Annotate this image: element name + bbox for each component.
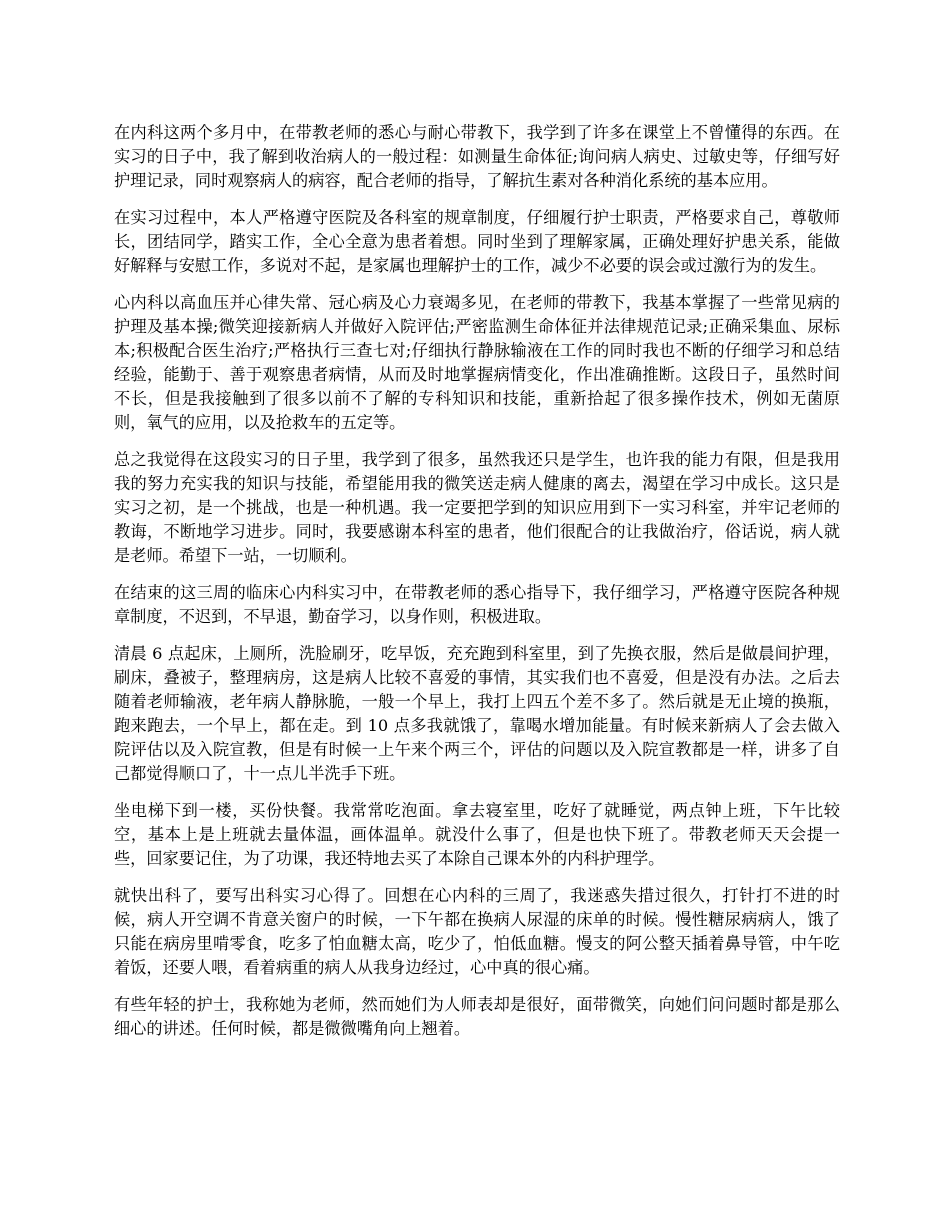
- paragraph-6: 清晨 6 点起床，上厕所，洗脸刷牙，吃早饭，充充跑到科室里，到了先换衣服，然后是做晨间护理，刷床，叠被子，整理病房，这是病人比较不喜爱的事情，其实我们也不喜爱，但是没有办法。之后去随着老师输液，老年病人静脉脆，一般一个早上，我打上四五个差不多了。然后就是无止境的换瓶，跑来跑去，一个早上，都在走。到 10 点多我就饿了，靠喝水增加能量。有时候来新病人了会去做入院评估以及入院宣教，但是有时候一上午来个两三个，评估的问题以及入院宣教都是一样，讲多了自己都觉得顺口了，十一点儿半洗手下班。: [114, 644, 840, 783]
- paragraph-1: 在内科这两个多月中，在带教老师的悉心与耐心带教下，我学到了许多在课堂上不曾懂得的东西。在实习的日子中，我了解到收治病人的一般过程：如测量生命体征;询问病人病史、过敏史等，仔细写好护理记录，同时观察病人的病容，配合老师的指导，了解抗生素对各种消化系统的基本应用。: [114, 123, 840, 190]
- paragraph-8: 就快出科了，要写出科实习心得了。回想在心内科的三周了，我迷惑失措过很久，打针打不进的时候，病人开空调不肯意关窗户的时候，一下午都在换病人尿湿的床单的时候。慢性糖尿病病人，饿了只能在病房里啃零食，吃多了怕血糖太高，吃少了，怕低血糖。慢支的阿公整天插着鼻导管，中午吃着饭，还要人喂，看着病重的病人从我身边经过，心中真的很心痛。: [114, 886, 840, 977]
- paragraph-4: 总之我觉得在这段实习的日子里，我学到了很多，虽然我还只是学生，也许我的能力有限，但是我用我的努力充实我的知识与技能，希望能用我的微笑送走病人健康的离去，渴望在学习中成长。这只是实习之初，是一个挑战，也是一种机遇。我一定要把学到的知识应用到下一实习科室，并牢记老师的教诲，不断地学习进步。同时，我要感谢本科室的患者，他们很配合的让我做治疗，俗话说，病人就是老师。希望下一站，一切顺利。: [114, 450, 840, 565]
- paragraph-9: 有些年轻的护士，我称她为老师，然而她们为人师表却是很好，面带微笑，向她们问问题时都是那么细心的讲述。任何时候，都是微微嘴角向上翘着。: [114, 995, 840, 1038]
- document-body: [114, 121, 840, 1054]
- paragraph-2: 在实习过程中，本人严格遵守医院及各科室的规章制度，仔细履行护士职责，严格要求自己，尊敬师长，团结同学，踏实工作，全心全意为患者着想。同时坐到了理解家属，正确处理好护患关系，能做好解释与安慰工作，多说对不起，是家属也理解护士的工作，减少不必要的误会或过激行为的发生。: [114, 208, 840, 275]
- paragraph-5: 在结束的这三周的临床心内科实习中，在带教老师的悉心指导下，我仔细学习，严格遵守医院各种规章制度，不迟到，不早退，勤奋学习，以身作则，积极进取。: [114, 583, 840, 626]
- paragraph-3: 心内科以高血压并心律失常、冠心病及心力衰竭多见，在老师的带教下，我基本掌握了一些常见病的护理及基本操;微笑迎接新病人并做好入院评估;严密监测生命体征并法律规范记录;正确采集血、尿标本;积极配合医生治疗;严格执行三查七对;仔细执行静脉输液在工作的同时我也不断的仔细学习和总结经验，能勤于、善于观察患者病情，从而及时地掌握病情变化，作出准确推断。这段日子，虽然时间不长，但是我接触到了很多以前不了解的专科知识和技能，重新拾起了很多操作技术，例如无菌原则，氧气的应用，以及抢救车的五定等。: [114, 293, 840, 432]
- paragraph-7: 坐电梯下到一楼，买份快餐。我常常吃泡面。拿去寝室里，吃好了就睡觉，两点钟上班，下午比较空，基本上是上班就去量体温，画体温单。就没什么事了，但是也快下班了。带教老师天天会提一些，回家要记住，为了功课，我还特地去买了本除自己课本外的内科护理学。: [114, 801, 840, 868]
